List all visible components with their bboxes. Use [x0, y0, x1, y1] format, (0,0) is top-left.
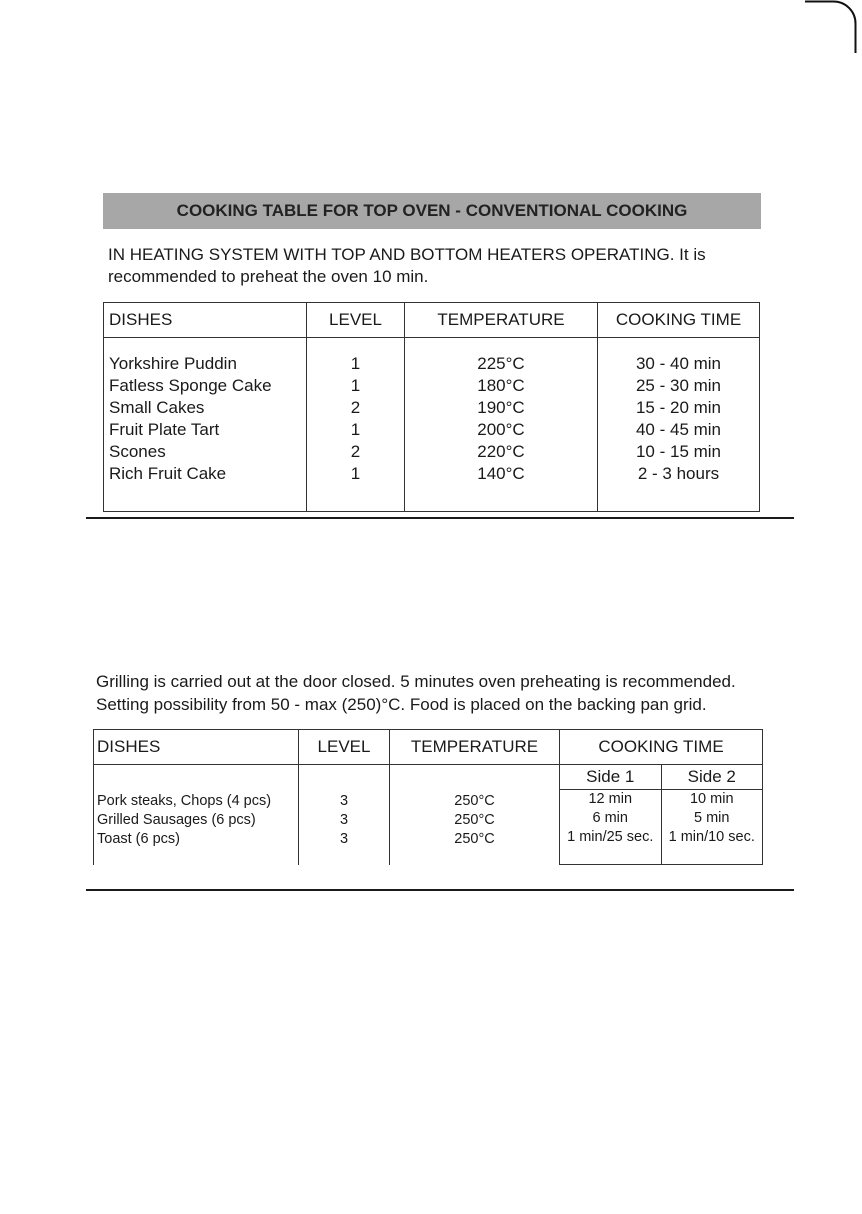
intro-line: Setting possibility from 50 - max (250)°C. Food is placed on the backing pan grid.	[96, 695, 707, 714]
temperature-column	[390, 765, 560, 865]
dish-name: Rich Fruit Cake	[109, 464, 227, 483]
dish-name: Fatless Sponge Cake	[109, 376, 272, 395]
level-value: 1	[350, 376, 361, 395]
dish-name: Toast (6 pcs)	[97, 831, 180, 847]
header-temperature: TEMPERATURE	[390, 730, 560, 765]
cooking-table-title: COOKING TABLE FOR TOP OVEN - CONVENTIONAL COOKING	[103, 193, 761, 229]
cooking-time-value: 10 - 15 min	[635, 442, 722, 461]
temperature-value: 225°C	[477, 354, 525, 373]
side-2-value: 1 min/10 sec.	[668, 829, 755, 845]
temperature-value: 190°C	[477, 398, 525, 417]
header-temperature: TEMPERATURE	[405, 303, 598, 338]
temperature-value: 250°C	[454, 831, 495, 847]
side-2-column	[661, 790, 763, 865]
header-level: LEVEL	[299, 730, 390, 765]
header-dishes: DISHES	[94, 730, 299, 765]
temperature-value: 200°C	[477, 420, 525, 439]
side-2-value: 5 min	[694, 810, 730, 826]
side-1-value: 12 min	[588, 791, 633, 807]
side-1-value: 1 min/25 sec.	[567, 829, 654, 845]
level-value: 3	[339, 793, 349, 809]
level-value: 1	[350, 420, 361, 439]
header-side-1: Side 1	[560, 765, 662, 790]
cooking-time-value: 15 - 20 min	[635, 398, 722, 417]
header-cooking-time: COOKING TIME	[560, 730, 763, 765]
level-value: 1	[350, 464, 361, 483]
dish-name: Scones	[109, 442, 166, 461]
dishes-column	[94, 765, 299, 865]
cooking-time-value: 40 - 45 min	[635, 420, 722, 439]
temperature-value: 250°C	[454, 812, 495, 828]
temperature-value: 220°C	[477, 442, 525, 461]
section1-intro	[108, 244, 768, 288]
side-2-value: 10 min	[689, 791, 734, 807]
level-value: 1	[350, 354, 361, 373]
level-column	[307, 338, 405, 512]
dish-name: Fruit Plate Tart	[109, 420, 220, 439]
grilling-table	[93, 729, 763, 865]
temperature-column	[405, 338, 598, 512]
section-divider	[86, 517, 794, 519]
level-value: 2	[350, 442, 361, 461]
side-1-value: 6 min	[592, 810, 628, 826]
temperature-value: 180°C	[477, 376, 525, 395]
side-1-column	[560, 790, 662, 865]
level-value: 3	[339, 831, 349, 847]
header-dishes: DISHES	[104, 303, 307, 338]
cooking-time-value: 25 - 30 min	[635, 376, 722, 395]
intro-line: Grilling is carried out at the door closed. 5 minutes oven preheating is recommended.	[96, 672, 736, 691]
dish-name: Grilled Sausages (6 pcs)	[97, 812, 256, 828]
cooking-time-value: 2 - 3 hours	[637, 464, 720, 483]
crop-mark-icon	[805, 0, 857, 53]
section2-intro	[96, 670, 776, 716]
header-level: LEVEL	[307, 303, 405, 338]
cooking-time-value: 30 - 40 min	[635, 354, 722, 373]
level-column	[299, 765, 390, 865]
level-value: 2	[350, 398, 361, 417]
dishes-column	[104, 338, 307, 512]
conventional-cooking-table	[103, 302, 760, 512]
header-side-2: Side 2	[661, 765, 763, 790]
section-divider	[86, 889, 794, 891]
temperature-value: 140°C	[477, 464, 525, 483]
temperature-value: 250°C	[454, 793, 495, 809]
dish-name: Pork steaks, Chops (4 pcs)	[97, 793, 272, 809]
cooking-time-column	[598, 338, 760, 512]
dish-name: Small Cakes	[109, 398, 205, 417]
level-value: 3	[339, 812, 349, 828]
header-cooking-time: COOKING TIME	[598, 303, 760, 338]
intro-line: recommended to preheat the oven 10 min.	[108, 267, 429, 286]
dish-name: Yorkshire Puddin	[109, 354, 237, 373]
intro-line: IN HEATING SYSTEM WITH TOP AND BOTTOM HEATERS OPERATING. It is	[108, 245, 706, 264]
